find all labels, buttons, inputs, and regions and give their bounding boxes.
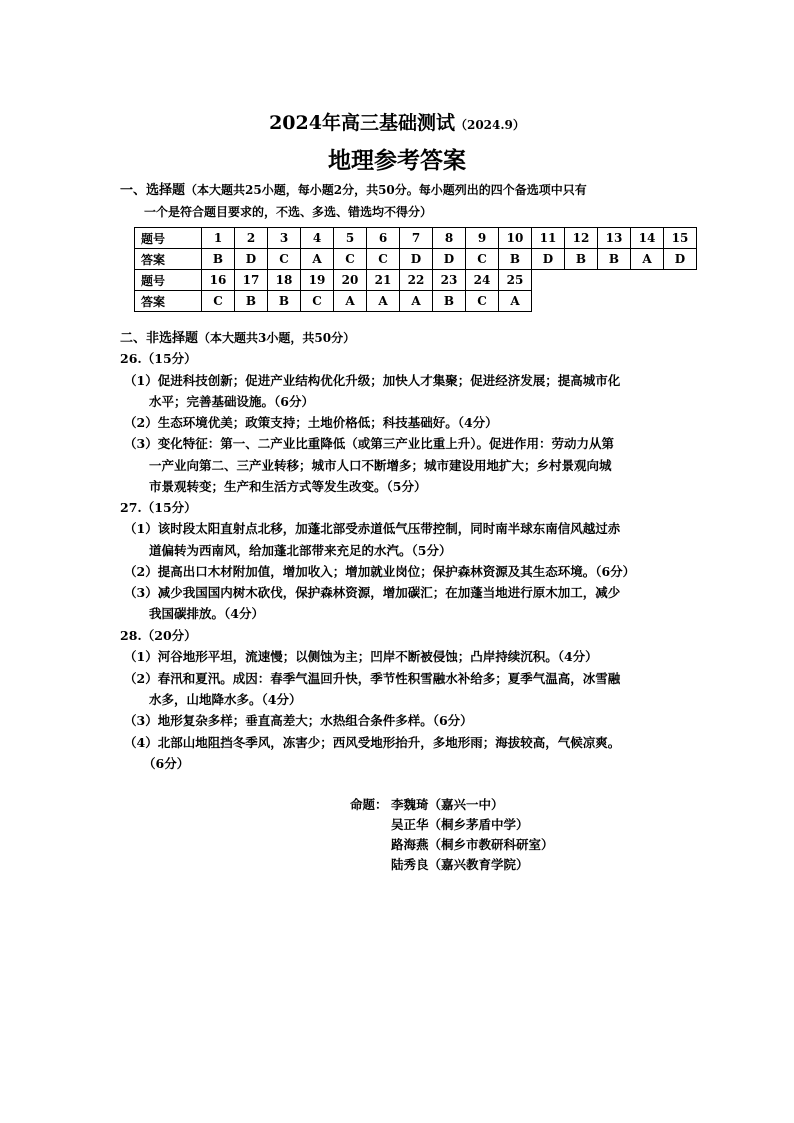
question-number: 25 bbox=[499, 270, 532, 291]
section2-title: 二、非选择题 bbox=[120, 331, 199, 346]
question-number: 20 bbox=[334, 270, 367, 291]
question-number: 19 bbox=[301, 270, 334, 291]
question-number: 14 bbox=[631, 228, 664, 249]
question-number: 4 bbox=[301, 228, 334, 249]
credit-person: 李魏琦（嘉兴一中） bbox=[391, 797, 504, 812]
answer-cell: A bbox=[631, 249, 664, 270]
question-number: 5 bbox=[334, 228, 367, 249]
row-label-answer: 答案 bbox=[135, 249, 202, 270]
title-main: 2024年高三基础测试 bbox=[269, 112, 455, 134]
answer-cell: A bbox=[334, 291, 367, 312]
answer-line: （3）减少我国国内树木砍伐，保护森林资源，增加碳汇；在加蓬当地进行原木加工，减少 bbox=[124, 585, 621, 600]
credits-label: 命题： bbox=[350, 797, 388, 812]
answer-cell: B bbox=[268, 291, 301, 312]
answer-cell: B bbox=[565, 249, 598, 270]
answer-line: （6分） bbox=[143, 756, 190, 771]
question-number: 15 bbox=[664, 228, 697, 249]
answer-cell: A bbox=[301, 249, 334, 270]
question-number: 2 bbox=[235, 228, 268, 249]
row-label-question: 题号 bbox=[135, 270, 202, 291]
answer-line: （2）生态环境优美；政策支持；土地价格低；科技基础好。（4分） bbox=[124, 415, 498, 430]
answer-line: 道偏转为西南风，给加蓬北部带来充足的水汽。（5分） bbox=[149, 543, 452, 558]
answer-line: 市景观转变；生产和生活方式等发生改变。（5分） bbox=[149, 479, 427, 494]
page-title bbox=[0, 108, 794, 135]
answer-cell: A bbox=[367, 291, 400, 312]
answer-cell: D bbox=[235, 249, 268, 270]
question-28-title: 28.（20分） bbox=[120, 628, 197, 643]
answer-line: （1）促进科技创新；促进产业结构优化升级；加快人才集聚；促进经济发展；提高城市化 bbox=[124, 373, 621, 388]
row-label-question: 题号 bbox=[135, 228, 202, 249]
question-number: 11 bbox=[532, 228, 565, 249]
section2-heading bbox=[120, 327, 355, 350]
row-label-answer: 答案 bbox=[135, 291, 202, 312]
answer-line: （2）春汛和夏汛。成因：春季气温回升快，季节性积雪融水补给多；夏季气温高，冰雪融 bbox=[124, 671, 621, 686]
answer-cell: A bbox=[400, 291, 433, 312]
answer-cell: D bbox=[532, 249, 565, 270]
question-number: 8 bbox=[433, 228, 466, 249]
answer-line: （1）河谷地形平坦，流速慢；以侧蚀为主；凹岸不断被侵蚀；凸岸持续沉积。（4分） bbox=[124, 649, 598, 664]
answer-table-2 bbox=[134, 269, 532, 312]
answer-cell: C bbox=[301, 291, 334, 312]
answer-cell: B bbox=[433, 291, 466, 312]
question-number: 6 bbox=[367, 228, 400, 249]
title-date: （2024.9） bbox=[454, 118, 525, 132]
question-number: 21 bbox=[367, 270, 400, 291]
answer-line: 水多，山地降水多。（4分） bbox=[149, 692, 302, 707]
answer-cell: C bbox=[202, 291, 235, 312]
credit-person: 陆秀良（嘉兴教育学院） bbox=[391, 857, 529, 872]
question-number: 9 bbox=[466, 228, 499, 249]
answer-cell: D bbox=[400, 249, 433, 270]
answer-table-1 bbox=[134, 227, 697, 270]
answer-cell: C bbox=[268, 249, 301, 270]
section1-note-line2: 一个是符合题目要求的，不选、多选、错选均不得分） bbox=[144, 205, 433, 219]
answer-cell: A bbox=[499, 291, 532, 312]
answer-line: 一产业向第二、三产业转移；城市人口不断增多；城市建设用地扩大；乡村景观向城 bbox=[149, 458, 612, 473]
question-number: 24 bbox=[466, 270, 499, 291]
question-number: 23 bbox=[433, 270, 466, 291]
answer-cell: C bbox=[367, 249, 400, 270]
credit-person: 路海燕（桐乡市教研科研室） bbox=[391, 837, 554, 852]
answer-line: 水平；完善基础设施。（6分） bbox=[149, 394, 314, 409]
table-row-numbers bbox=[135, 228, 697, 249]
question-27-title: 27.（15分） bbox=[120, 500, 197, 515]
answer-line: （3）地形复杂多样；垂直高差大；水热组合条件多样。（6分） bbox=[124, 713, 473, 728]
answer-line: （2）提高出口木材附加值，增加收入；增加就业岗位；保护森林资源及其生态环境。（6分） bbox=[124, 564, 636, 579]
section1-note-line1: （本大题共25小题，每小题2分，共50分。每小题列出的四个备选项中只有 bbox=[185, 183, 587, 197]
answer-cell: C bbox=[466, 249, 499, 270]
question-number: 22 bbox=[400, 270, 433, 291]
answer-line: 我国碳排放。（4分） bbox=[149, 606, 264, 621]
answer-line: （1）该时段太阳直射点北移，加蓬北部受赤道低气压带控制，同时南半球东南信风越过赤 bbox=[124, 521, 621, 536]
page-subtitle: 地理参考答案 bbox=[328, 147, 466, 174]
question-number: 12 bbox=[565, 228, 598, 249]
question-number: 18 bbox=[268, 270, 301, 291]
answer-cell: C bbox=[466, 291, 499, 312]
answer-line: （4）北部山地阻挡冬季风，冻害少；西风受地形抬升，多地形雨；海拔较高，气候凉爽。 bbox=[124, 735, 621, 750]
question-number: 3 bbox=[268, 228, 301, 249]
table-row-answers bbox=[135, 249, 697, 270]
section1-heading bbox=[120, 179, 587, 202]
question-number: 17 bbox=[235, 270, 268, 291]
question-26-title: 26.（15分） bbox=[120, 351, 197, 366]
answer-cell: B bbox=[202, 249, 235, 270]
answer-cell: B bbox=[499, 249, 532, 270]
answer-cell: B bbox=[598, 249, 631, 270]
question-number: 16 bbox=[202, 270, 235, 291]
table-row-numbers bbox=[135, 270, 532, 291]
answer-cell: B bbox=[235, 291, 268, 312]
section1-title: 一、选择题 bbox=[120, 183, 186, 198]
answer-cell: C bbox=[334, 249, 367, 270]
question-number: 1 bbox=[202, 228, 235, 249]
section2-note: （本大题共3小题，共50分） bbox=[198, 331, 356, 345]
answer-cell: D bbox=[433, 249, 466, 270]
credit-person: 吴正华（桐乡茅盾中学） bbox=[391, 817, 529, 832]
table-row-answers bbox=[135, 291, 532, 312]
answer-cell: D bbox=[664, 249, 697, 270]
question-number: 7 bbox=[400, 228, 433, 249]
answer-line: （3）变化特征：第一、二产业比重降低（或第三产业比重上升）。促进作用：劳动力从第 bbox=[124, 436, 614, 451]
question-number: 10 bbox=[499, 228, 532, 249]
question-number: 13 bbox=[598, 228, 631, 249]
